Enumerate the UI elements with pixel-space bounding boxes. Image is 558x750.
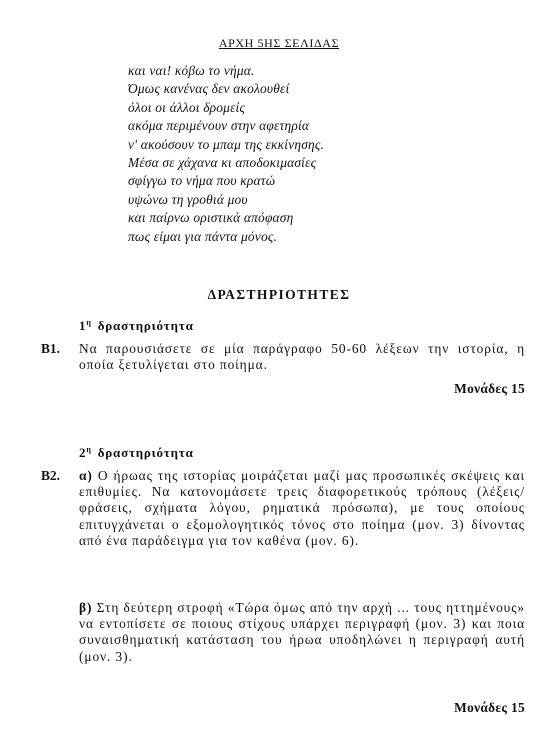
part-b-text: Στη δεύτερη στροφή «Τώρα όμως από την αρχή ... τους ηττημένους» να εντοπίσετε σε ποιους στίχους υπάρχει περιγραφή (μον. 3) και ποια συναισθηματική κατάσταση του ήρωα υποδηλώνει η περιγραφή αυτή (μον. 3). [79, 600, 525, 664]
activity-2-ordinal: η [86, 445, 92, 454]
question-b2-label: Β2. [41, 468, 60, 483]
activity-1-marks: Μονάδες 15 [454, 381, 525, 396]
question-b2-part-a [79, 468, 525, 549]
part-b-label: β) [79, 600, 93, 615]
poem-line: Όμως κανένας δεν ακολουθεί [128, 81, 290, 97]
poem-excerpt [128, 62, 324, 246]
activity-1-number: 1 [79, 318, 87, 333]
activity-1-title [79, 318, 194, 334]
page-header: ΑΡΧΗ 5ΗΣ ΣΕΛΙΔΑΣ [218, 36, 340, 50]
question-b1-label: Β1. [41, 341, 60, 356]
poem-line: σφίγγω το νήμα που κρατώ [128, 173, 276, 189]
poem-line: και παίρνω οριστικά απόφαση [128, 210, 294, 226]
activity-2-label: δραστηριότητα [97, 445, 194, 460]
activity-2-marks: Μονάδες 15 [454, 700, 525, 715]
question-b1-text: Να παρουσιάσετε σε μία παράγραφο 50-60 λέξεων την ιστορία, η οποία ξετυλίγεται στο ποίημα. [79, 341, 525, 373]
part-a-text: Ο ήρωας της ιστορίας μοιράζεται μαζί μας προσωπικές σκέψεις και επιθυμίες. Να κατονομάσετε τρεις διαφορετικούς τρόπους (λέξεις/φράσεις, σχήματα λόγου, ρηματικά πρόσωπα), με τους οποίους επιτυγχάνεται ο εξομολογητικός τόνος στο ποίημα (μον. 3) δίνοντας από ένα παράδειγμα για τον καθένα (μον. 6). [79, 468, 526, 548]
activity-1-ordinal: η [86, 318, 92, 327]
poem-line: και ναι! κόβω το νήμα. [128, 63, 255, 78]
poem-line: υψώνω τη γροθιά μου [128, 191, 248, 207]
poem-line: ν' ακούσουν το μπαμ της εκκίνησης. [128, 136, 325, 152]
section-title: ΔΡΑΣΤΗΡΙΟΤΗΤΕΣ [207, 287, 351, 302]
part-a-label: α) [79, 468, 93, 483]
activity-1-label: δραστηριότητα [97, 318, 194, 333]
poem-line: Μέσα σε χάχανα κι αποδοκιμασίες [128, 155, 317, 171]
poem-line: όλοι οι άλλοι δρομείς [128, 99, 246, 115]
activity-2-title [79, 445, 194, 461]
poem-line: ακόμα περιμένουν στην αφετηρία [128, 118, 310, 134]
activity-2-number: 2 [79, 445, 87, 460]
question-b2-part-b [79, 600, 525, 665]
poem-line: πως είμαι για πάντα μόνος. [128, 228, 278, 244]
